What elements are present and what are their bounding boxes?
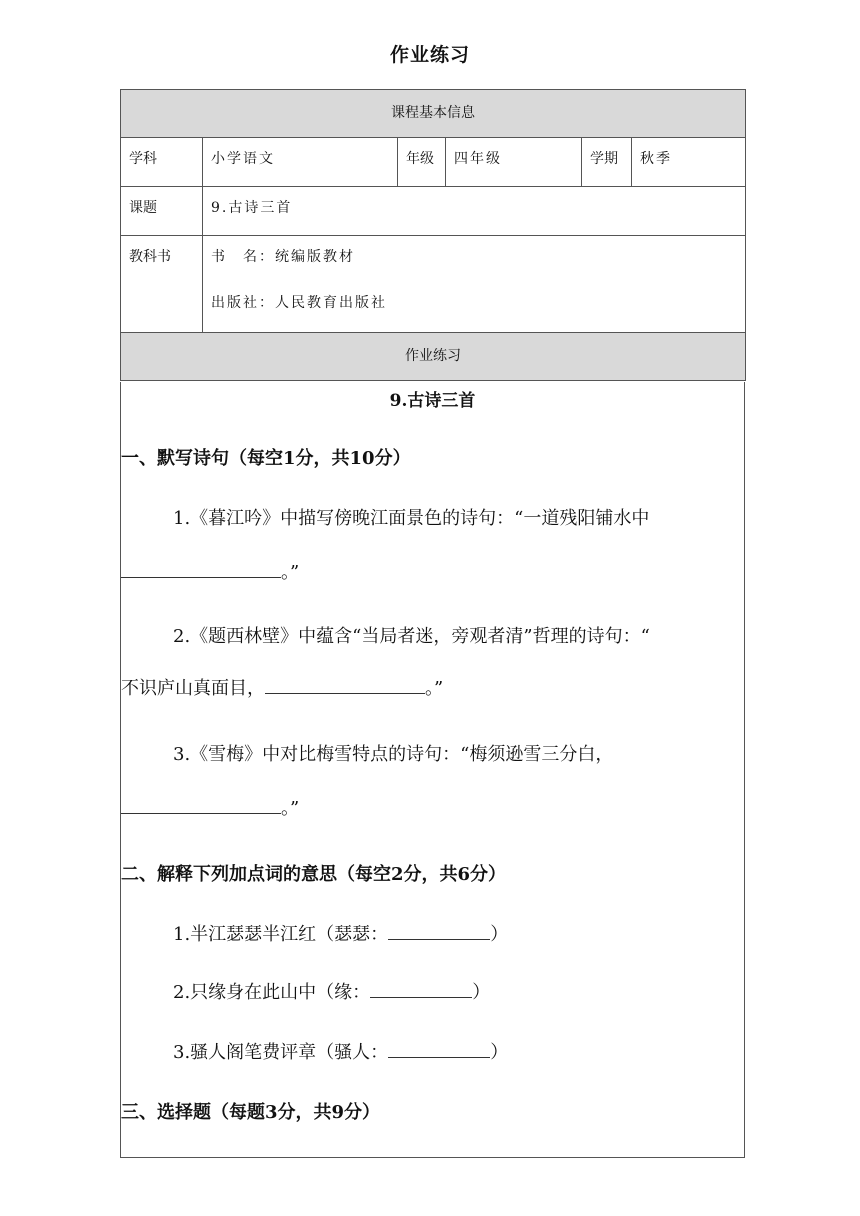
s1-q2-end: 。” xyxy=(425,678,444,699)
s1-q3-answer-line xyxy=(121,794,299,820)
course-info-table xyxy=(120,89,746,381)
s2-q3-close: ） xyxy=(490,1042,509,1063)
grade-label: 年级 xyxy=(398,138,446,187)
s1-q1-blank[interactable] xyxy=(121,559,281,578)
book-name: 书 名：统编版教材 xyxy=(211,249,355,265)
textbook-info xyxy=(203,236,746,333)
s2-q3 xyxy=(173,1038,508,1064)
exercise-title: 9.古诗三首 xyxy=(389,391,476,411)
s1-q2-text: 2.《题西林壁》中蕴含“当局者迷，旁观者清”哲理的诗句：“ xyxy=(173,626,650,647)
subject-value: 小学语文 xyxy=(203,138,398,187)
s2-q1-blank[interactable] xyxy=(388,921,490,940)
s1-q1-end: 。” xyxy=(281,562,300,583)
topic-label: 课题 xyxy=(121,187,203,236)
s2-q1-close: ） xyxy=(490,924,509,945)
s2-q2-text: 2.只缘身在此山中（缘： xyxy=(173,982,371,1003)
s2-q1-text: 1.半江瑟瑟半江红（瑟瑟： xyxy=(173,924,389,945)
grade-value: 四年级 xyxy=(446,138,582,187)
exercise-area xyxy=(120,382,745,1158)
s1-q2-answer-line xyxy=(121,674,443,700)
s1-q1-text: 1.《暮江吟》中描写傍晚江面景色的诗句：“一道残阳铺水中 xyxy=(173,508,650,529)
section2-heading: 二、解释下列加点词的意思（每空2分，共6分） xyxy=(121,864,507,885)
s1-q2-line2-start: 不识庐山真面目， xyxy=(121,678,265,699)
s2-q1 xyxy=(173,920,508,946)
s2-q2-blank[interactable] xyxy=(370,979,472,998)
s2-q3-blank[interactable] xyxy=(388,1039,490,1058)
s2-q2 xyxy=(173,978,490,1004)
s1-q3-end: 。” xyxy=(281,798,300,819)
s2-q2-close: ） xyxy=(472,982,491,1003)
s1-q3-text: 3.《雪梅》中对比梅雪特点的诗句：“梅须逊雪三分白， xyxy=(173,744,614,765)
exercise-header: 作业练习 xyxy=(121,333,746,381)
section1-heading: 一、默写诗句（每空1分，共10分） xyxy=(121,448,411,469)
s2-q3-text: 3.骚人阁笔费评章（骚人： xyxy=(173,1042,389,1063)
topic-value: 9.古诗三首 xyxy=(203,187,746,236)
publisher: 出版社：人民教育出版社 xyxy=(211,295,387,311)
s1-q2-blank[interactable] xyxy=(265,675,425,694)
term-label: 学期 xyxy=(582,138,632,187)
s1-q3-blank[interactable] xyxy=(121,795,281,814)
page-title: 作业练习 xyxy=(389,44,470,66)
section3-heading: 三、选择题（每题3分，共9分） xyxy=(121,1102,381,1123)
term-value: 秋季 xyxy=(632,138,746,187)
textbook-label: 教科书 xyxy=(121,236,203,333)
subject-label: 学科 xyxy=(121,138,203,187)
s1-q1-answer-line xyxy=(121,558,299,584)
course-info-header: 课程基本信息 xyxy=(121,90,746,138)
